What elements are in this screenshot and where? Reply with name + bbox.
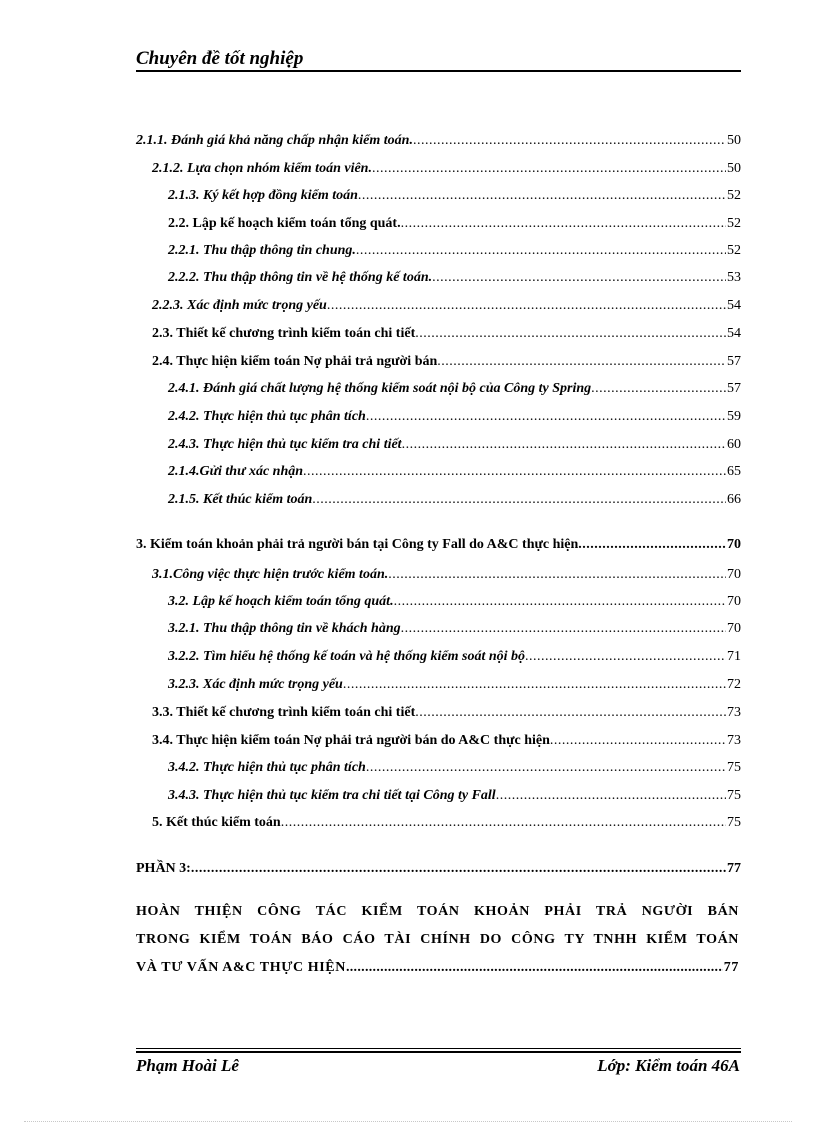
toc-leader-dots [415, 705, 726, 721]
toc-label: 2.2. Lập kế hoạch kiểm toán tổng quát. [168, 216, 401, 231]
toc-page-number: 70 [727, 594, 741, 609]
toc-leader-dots [550, 733, 726, 749]
toc-page-number: 71 [727, 649, 741, 664]
toc-label: 3.2.1. Thu thập thông tin về khách hàng [168, 621, 401, 636]
toc-leader-dots [496, 788, 726, 804]
toc-label: 3.2. Lập kế hoạch kiểm toán tổng quát. [168, 594, 394, 609]
toc-row [136, 133, 741, 149]
toc-row [168, 409, 741, 425]
toc-label: 3.4. Thực hiện kiểm toán Nợ phải trả người bán do A&C thực hiện [152, 733, 550, 748]
toc-row [168, 464, 741, 480]
toc-leader-dots [402, 437, 726, 453]
toc-row [152, 354, 741, 370]
toc-leader-dots [343, 677, 726, 693]
toc-page-number: 72 [727, 677, 741, 692]
toc-page-number: 57 [727, 354, 741, 369]
toc-leader-dots [388, 567, 726, 583]
toc-row [168, 621, 741, 637]
toc-leader-dots [372, 161, 726, 177]
toc-leader-dots [437, 354, 726, 370]
toc-page-number: 75 [727, 760, 741, 775]
footer-class: Lớp: Kiểm toán 46A [597, 1056, 740, 1075]
toc-leader-dots [191, 861, 726, 877]
toc-page-number: 73 [727, 733, 741, 748]
toc-row [168, 594, 741, 610]
toc-row [152, 815, 741, 831]
toc-page-number: 73 [727, 705, 741, 720]
toc-label: 3.1.Công việc thực hiện trước kiểm toán. [152, 567, 389, 582]
toc-page-number: 75 [727, 788, 741, 803]
footer-rule-thin [136, 1048, 741, 1049]
toc-leader-dots [358, 188, 726, 204]
toc-label: 2.1.4.Gửi thư xác nhận [168, 464, 304, 479]
part3-leader-dots [346, 954, 723, 982]
toc-page-number: 52 [727, 243, 741, 258]
toc-page-number: 59 [727, 409, 741, 424]
toc-page-number: 57 [727, 381, 741, 396]
toc-leader-dots [401, 216, 726, 232]
toc-label: 2.2.3. Xác định mức trọng yếu [152, 298, 327, 313]
part3-line-3-text: VÀ TƯ VẤN A&C THỰC HIỆN [136, 960, 346, 975]
toc-page-number: 75 [727, 815, 741, 830]
toc-row [152, 733, 741, 749]
page-header-title: Chuyên đề tốt nghiệp [136, 48, 304, 69]
toc-page-number: 77 [727, 861, 741, 876]
toc-label: 2.4.3. Thực hiện thủ tục kiểm tra chi tiết [168, 437, 402, 452]
part3-heading-block [136, 898, 739, 982]
toc-leader-dots [578, 537, 726, 553]
toc-page-number: 70 [727, 567, 741, 582]
part3-line-2: TRONG KIỂM TOÁN BÁO CÁO TÀI CHÍNH DO CÔNG TY TNHH KIỂM TOÁN [136, 932, 739, 947]
toc-row [168, 188, 741, 204]
toc-label: 3.3. Thiết kế chương trình kiểm toán chi tiết [152, 705, 416, 720]
toc-row [168, 492, 741, 508]
footer-author: Phạm Hoài Lê [136, 1056, 239, 1075]
toc-label: 2.2.2. Thu thập thông tin về hệ thống kế toán. [168, 270, 433, 285]
toc-label: 2.1.5. Kết thúc kiểm toán [168, 492, 313, 507]
toc-page-number: 50 [727, 161, 741, 176]
toc-row [136, 537, 741, 553]
toc-label: 2.1.1. Đánh giá khả năng chấp nhận kiểm toán. [136, 133, 413, 148]
toc-leader-dots [303, 464, 726, 480]
toc-leader-dots [591, 381, 726, 397]
toc-leader-dots [366, 409, 726, 425]
toc-label: 2.1.3. Ký kết hợp đồng kiểm toán [168, 188, 358, 203]
toc-label: 3.4.2. Thực hiện thủ tục phân tích [168, 760, 366, 775]
part3-page-number: 77 [723, 960, 739, 975]
toc-row [168, 216, 741, 232]
toc-page-number: 52 [727, 188, 741, 203]
toc-label: 3. Kiểm toán khoản phải trả người bán tại Công ty Fall do A&C thực hiện [136, 537, 579, 552]
page-edge [24, 1121, 792, 1122]
toc-label: 2.1.2. Lựa chọn nhóm kiểm toán viên. [152, 161, 372, 176]
toc-label: 2.4.1. Đánh giá chất lượng hệ thống kiểm soát nội bộ của Công ty Spring [168, 381, 592, 396]
toc-page-number: 54 [727, 298, 741, 313]
toc-row [168, 243, 741, 259]
toc-page-number: 60 [727, 437, 741, 452]
toc-row [168, 760, 741, 776]
toc-label: 2.4. Thực hiện kiểm toán Nợ phải trả người bán [152, 354, 438, 369]
toc-row [168, 649, 741, 665]
toc-label: 2.3. Thiết kế chương trình kiểm toán chi tiết [152, 326, 416, 341]
header-rule [136, 70, 741, 72]
toc-row [168, 381, 741, 397]
toc-label: 3.2.2. Tìm hiểu hệ thống kế toán và hệ thống kiểm soát nội bộ [168, 649, 526, 664]
toc-label: 3.4.3. Thực hiện thủ tục kiểm tra chi tiết tại Công ty Fall [168, 788, 496, 803]
toc-leader-dots [415, 326, 726, 342]
toc-row [168, 788, 741, 804]
toc-leader-dots [312, 492, 726, 508]
toc-page-number: 70 [727, 537, 741, 552]
toc-leader-dots [394, 594, 726, 610]
toc-leader-dots [432, 270, 726, 286]
toc-page-number: 50 [727, 133, 741, 148]
toc-row [152, 161, 741, 177]
toc-leader-dots [281, 815, 726, 831]
toc-leader-dots [401, 621, 726, 637]
part3-line-1: HOÀN THIỆN CÔNG TÁC KIỂM TOÁN KHOẢN PHẢI TRẢ NGƯỜI BÁN [136, 904, 739, 919]
toc-label: 5. Kết thúc kiểm toán [152, 815, 281, 830]
toc-label: 2.2.1. Thu thập thông tin chung. [168, 243, 356, 258]
toc-row [168, 677, 741, 693]
toc-row [152, 298, 741, 314]
toc-page-number: 54 [727, 326, 741, 341]
toc-row [168, 437, 741, 453]
toc-label: 2.4.2. Thực hiện thủ tục phân tích [168, 409, 366, 424]
footer-rule-thick [136, 1051, 741, 1053]
toc-row [136, 861, 741, 877]
toc-page-number: 66 [727, 492, 741, 507]
toc-leader-dots [525, 649, 726, 665]
toc-leader-dots [356, 243, 726, 259]
toc-label: PHẦN 3: [136, 861, 191, 876]
toc-page-number: 70 [727, 621, 741, 636]
toc-label: 3.2.3. Xác định mức trọng yếu [168, 677, 343, 692]
toc-page-number: 65 [727, 464, 741, 479]
toc-row [152, 326, 741, 342]
toc-row [152, 567, 741, 583]
toc-page-number: 53 [727, 270, 741, 285]
toc-row [152, 705, 741, 721]
toc-leader-dots [366, 760, 726, 776]
part3-line-3 [136, 954, 739, 982]
toc-leader-dots [413, 133, 726, 149]
toc-row [168, 270, 741, 286]
toc-page-number: 52 [727, 216, 741, 231]
toc-leader-dots [327, 298, 726, 314]
